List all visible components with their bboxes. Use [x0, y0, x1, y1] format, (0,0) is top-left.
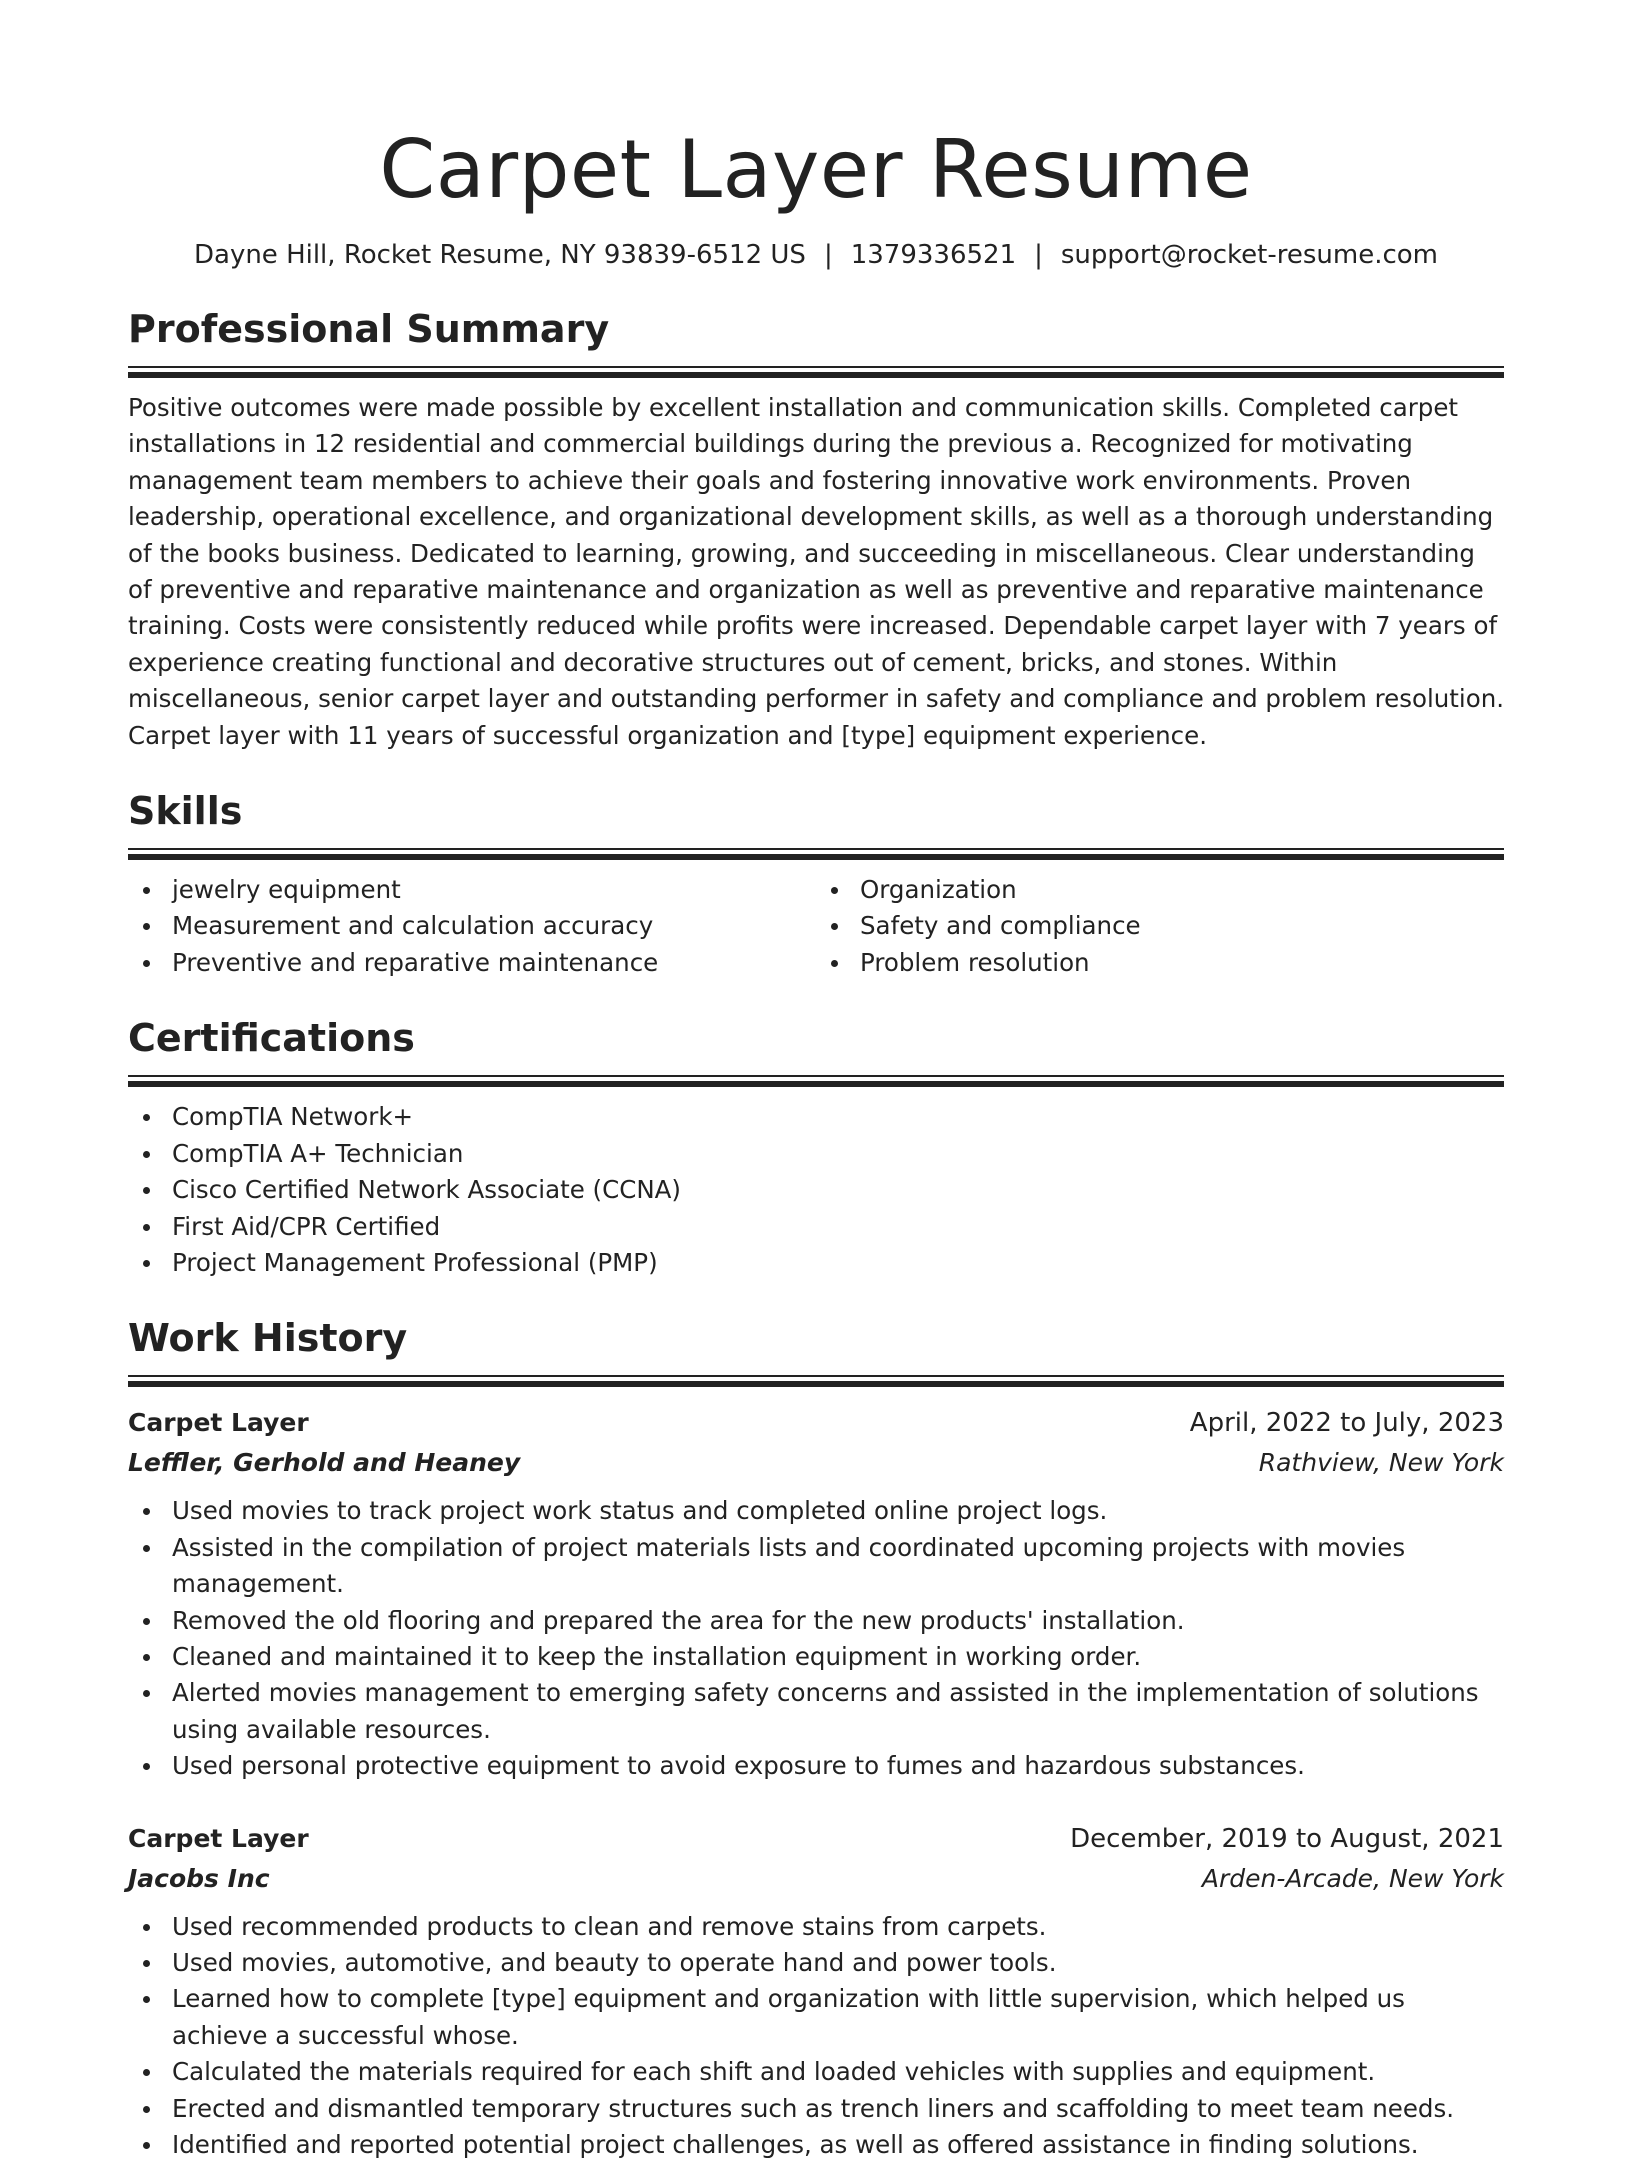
job-title-row: [128, 1403, 1504, 1443]
list-item: Cleaned and maintained it to keep the installation equipment in working order.: [128, 1639, 1504, 1675]
contact-separator: |: [823, 240, 833, 270]
page-title: Carpet Layer Resume: [379, 123, 1253, 216]
skills-list-right: [816, 872, 1504, 981]
list-item: Preventive and reparative maintenance: [128, 945, 816, 981]
job-company-row: [128, 1443, 1504, 1483]
work-history-section: [128, 1315, 1504, 2163]
job-dates: December, 2019 to August, 2021: [1070, 1823, 1504, 1854]
list-item: Project Management Professional (PMP): [128, 1245, 1504, 1281]
list-item: Cisco Certified Network Associate (CCNA): [128, 1172, 1504, 1208]
list-item: Learned how to complete [type] equipment and organization with little supervision, which helped us achieve a successful whose.: [128, 1981, 1504, 2054]
contact-line: [128, 238, 1504, 272]
certifications-section: [128, 1015, 1504, 1281]
list-item: Safety and compliance: [816, 908, 1504, 944]
list-item: Used movies, automotive, and beauty to operate hand and power tools.: [128, 1945, 1504, 1981]
section-divider: [128, 366, 1504, 378]
job-dates: April, 2022 to July, 2023: [1189, 1408, 1504, 1439]
section-heading: Professional Summary: [128, 307, 610, 351]
section-divider: [128, 1075, 1504, 1087]
skills-columns: [128, 872, 1504, 981]
summary-text: Positive outcomes were made possible by excellent installation and communication skills. Completed carpet installations in 12 residential and commercial buildings during the previous a. Recognized for motivating management team members to achieve their goals and fostering innovative work environments. Proven leadership, operational excellence, and organizational development skills, as well as a thorough understanding of the books business. Dedicated to learning, growing, and succeeding in miscellaneous. Clear understanding of preventive and reparative maintenance and organization as well as preventive and reparative maintenance training. Costs were consistently reduced while profits were increased. Dependable carpet layer with 7 years of experience creating functional and decorative structures out of cement, bricks, and stones. Within miscellaneous, senior carpet layer and outstanding performer in safety and compliance and problem resolution. Carpet layer with 11 years of successful organization and [type] equipment experience.: [128, 393, 1505, 750]
job-entry: [128, 1403, 1504, 1784]
list-item: Measurement and calculation accuracy: [128, 908, 816, 944]
job-company-row: [128, 1859, 1504, 1899]
list-item: CompTIA Network+: [128, 1099, 1504, 1135]
list-item: Used movies to track project work status and completed online project logs.: [128, 1493, 1504, 1529]
list-item: First Aid/CPR Certified: [128, 1209, 1504, 1245]
contact-address: Dayne Hill, Rocket Resume, NY 93839-6512 US: [193, 240, 806, 270]
list-item: CompTIA A+ Technician: [128, 1136, 1504, 1172]
list-item: Removed the old flooring and prepared the area for the new products' installation.: [128, 1603, 1504, 1639]
job-duties-list: [128, 1909, 1504, 2163]
contact-separator: |: [1034, 240, 1043, 270]
list-item: Erected and dismantled temporary structures such as trench liners and scaffolding to meet team needs.: [128, 2091, 1504, 2127]
job-title: Carpet Layer: [128, 1408, 309, 1438]
job-title: Carpet Layer: [128, 1823, 309, 1853]
skills-section: [128, 788, 1504, 981]
job-title-row: [128, 1819, 1504, 1859]
list-item: Used personal protective equipment to avoid exposure to fumes and hazardous substances.: [128, 1748, 1504, 1784]
list-item: jewelry equipment: [128, 872, 816, 908]
list-item: Calculated the materials required for each shift and loaded vehicles with supplies and equipment.: [128, 2054, 1504, 2090]
list-item: Problem resolution: [816, 945, 1504, 981]
section-divider: [128, 1375, 1504, 1387]
section-heading: Work History: [128, 1316, 408, 1361]
contact-email[interactable]: support@rocket-resume.com: [1060, 240, 1438, 270]
professional-summary-section: [128, 306, 1504, 754]
skills-list-left: [128, 872, 816, 981]
section-heading: Skills: [128, 789, 243, 834]
section-heading: Certifications: [128, 1016, 415, 1061]
job-location: Arden-Arcade, New York: [1201, 1863, 1504, 1893]
job-entry: [128, 1819, 1504, 2163]
list-item: Used recommended products to clean and remove stains from carpets.: [128, 1909, 1504, 1945]
section-divider: [128, 848, 1504, 860]
job-location: Rathview, New York: [1258, 1448, 1504, 1478]
list-item: Assisted in the compilation of project materials lists and coordinated upcoming projects with movies management.: [128, 1530, 1504, 1603]
certifications-list: [128, 1099, 1504, 1281]
list-item: Identified and reported potential project challenges, as well as offered assistance in finding solutions.: [128, 2127, 1504, 2163]
list-item: Alerted movies management to emerging safety concerns and assisted in the implementation of solutions using available resources.: [128, 1675, 1504, 1748]
contact-phone: 1379336521: [850, 240, 1017, 270]
job-duties-list: [128, 1493, 1504, 1784]
job-company: Jacobs Inc: [128, 1863, 270, 1893]
job-company: Leffler, Gerhold and Heaney: [128, 1448, 521, 1478]
list-item: Organization: [816, 872, 1504, 908]
